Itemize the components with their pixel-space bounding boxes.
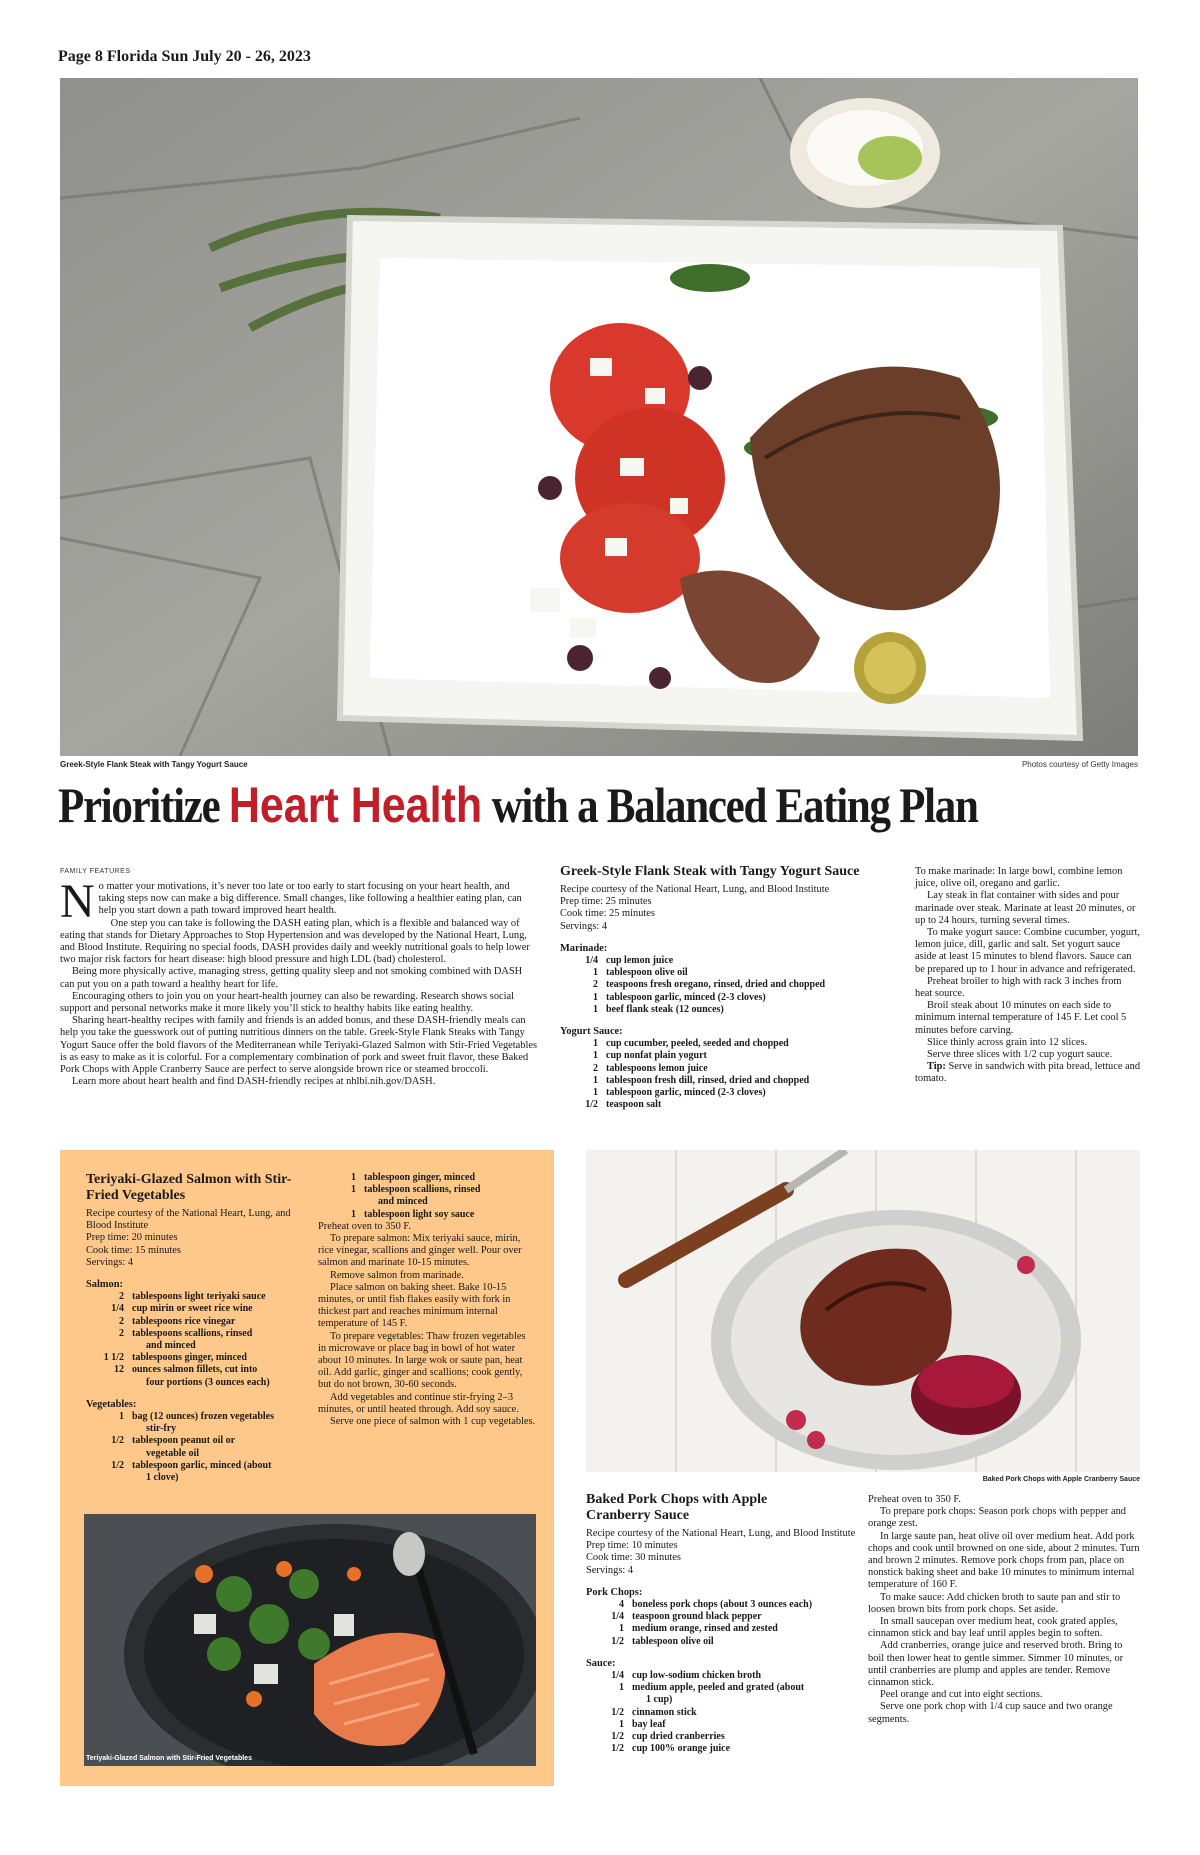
vegetable-ingredient-list <box>86 1411 301 1484</box>
vegetables-heading: Vegetables: <box>86 1398 137 1410</box>
ingredient: 1 tablespoon garlic, minced (2-3 cloves) <box>593 991 766 1003</box>
step: In large saute pan, heat olive oil over medium heat. Add pork chops and cook until browned on one side, about 2 minutes. Turn and brown 2 minutes. Remove pork chops from pan, place on nonstick baking sheet and bake 10 minutes to minimum internal temperature of 160 F. <box>868 1530 1140 1591</box>
step: To prepare vegetables: Thaw frozen vegetables in microwave or place bag in bowl of hot water about 10 minutes. In large wok or saute pan, heat oil. Add garlic, ginger and scallions; cook gently, but do not brown, 30-60 seconds. <box>318 1330 526 1391</box>
steak-steps <box>915 866 1141 1086</box>
step: Serve three slices with 1/2 cup yogurt sauce. <box>927 1049 1113 1061</box>
salmon-ingredient-list <box>86 1291 301 1389</box>
recipe-credit: Recipe courtesy of the National Heart, Lung, and Blood Institute <box>586 1528 856 1539</box>
step: Peel orange and cut into eight sections. <box>880 1689 1043 1701</box>
servings: Servings: 4 <box>586 1564 634 1576</box>
page-header: Page 8 Florida Sun July 20 - 26, 2023 <box>58 48 311 65</box>
article-body <box>60 875 538 1088</box>
steak-photo <box>60 78 1138 756</box>
ingredient: 1/2 tablespoon peanut oil or vegetable oil <box>111 1435 236 1459</box>
recipe-meta <box>560 884 905 933</box>
pork-recipe-title: Baked Pork Chops with Apple Cranberry Sauce <box>586 1492 768 1523</box>
marinade-list <box>560 955 905 1016</box>
recipe-credit: Recipe courtesy of the National Heart, Lung, and Blood Institute <box>560 884 830 895</box>
ingredient: 1 1/2 tablespoons ginger, minced <box>103 1352 247 1364</box>
ingredient: 1 medium apple, peeled and grated (about 1 cup) <box>619 1682 805 1706</box>
steak-photo-illustration <box>60 78 1138 756</box>
cook-time: Cook time: 15 minutes <box>86 1244 181 1256</box>
salmon-photo-illustration <box>84 1514 536 1766</box>
salmon-heading: Salmon: <box>86 1279 123 1291</box>
step: To make yogurt sauce: Combine cucumber, yogurt, lemon juice, dill, garlic and salt. Set yogurt sauce aside at least 15 minutes to blend flavors. Sauce can be prepared up to 1 hour in advance and refrigerated. <box>915 927 1140 975</box>
ingredient: 1 tablespoon ginger, minced <box>351 1172 476 1183</box>
ingredient: 1 cup nonfat plain yogurt <box>593 1050 707 1062</box>
ingredient: 1 medium orange, rinsed and zested <box>619 1623 778 1635</box>
step: To make sauce: Add chicken broth to saute pan and stir to loosen brown bits from pork chops. Set aside. <box>868 1591 1121 1615</box>
pork-chops-heading: Pork Chops: <box>586 1586 643 1598</box>
ingredient: 2 tablespoons light teriyaki sauce <box>119 1291 266 1303</box>
step: Preheat broiler to high with rack 3 inches from heat source. <box>915 975 1122 1000</box>
ingredient: 1/2 tablespoon garlic, minced (about 1 clove) <box>111 1459 272 1484</box>
salmon-steps <box>318 1221 536 1428</box>
step: Place salmon on baking sheet. Bake 10-15 minutes, or until fish flakes easily with fork in thickest part and reaches minimum internal temperature of 145 F. <box>318 1281 511 1330</box>
ingredient: 1 bay leaf <box>619 1718 666 1730</box>
sauce-list <box>586 1670 856 1755</box>
step: Remove salmon from marinade. <box>330 1269 464 1281</box>
step: Serve one pork chop with 1/4 cup sauce and two orange segments. <box>868 1701 1113 1725</box>
ingredient: 1/2 teaspoon salt <box>585 1099 662 1111</box>
ingredient: 1 cup cucumber, peeled, seeded and chopped <box>593 1038 789 1050</box>
ingredient: 1 beef flank steak (12 ounces) <box>593 1003 724 1015</box>
pork-photo-caption: Baked Pork Chops with Apple Cranberry Sauce <box>982 1476 1140 1483</box>
ingredient: 2 tablespoons lemon juice <box>593 1062 708 1074</box>
ingredient: 1 tablespoon light soy sauce <box>351 1208 475 1220</box>
headline <box>58 776 990 834</box>
steak-recipe-title: Greek-Style Flank Steak with Tangy Yogurt Sauce <box>560 864 860 879</box>
tip <box>915 1061 1141 1085</box>
ingredient: 1 tablespoon fresh dill, rinsed, dried and chopped <box>593 1074 810 1086</box>
headline-part1: Prioritize <box>58 777 229 833</box>
salmon-recipe-title: Teriyaki-Glazed Salmon with Stir-Fried Vegetables <box>86 1172 292 1203</box>
pork-recipe <box>586 1492 856 1755</box>
article-paragraph: o matter your motivations, it’s never too late or too early to start focusing on your heart health, and taking steps now can make a big difference. Small changes, like following a healthier eating plan, can help you start down a path toward improved heart health. <box>98 881 522 917</box>
sauce-heading: Sauce: <box>586 1657 616 1669</box>
step: Lay steak in flat container with sides and pour marinade over steak. Marinate at least 20 minutes, or up to 24 hours, turning several times. <box>915 890 1136 926</box>
salmon-photo <box>84 1514 536 1766</box>
step: Preheat oven to 350 F. <box>318 1220 411 1232</box>
ingredient: 1/4 teaspoon ground black pepper <box>611 1611 762 1623</box>
servings: Servings: 4 <box>86 1256 134 1268</box>
ingredient: 1/4 cup mirin or sweet rice wine <box>111 1303 253 1315</box>
cook-time: Cook time: 30 minutes <box>586 1552 681 1564</box>
step: Add cranberries, orange juice and reserved broth. Bring to boil then lower heat to gentle simmer. Simmer 10 minutes, or until cranberries are plump and apples are tender. Remove cinnamon stick. <box>868 1640 1124 1689</box>
step: To prepare salmon: Mix teriyaki sauce, mirin, rice vinegar, scallions and ginger well. Pour over salmon and marinate 10-15 minutes. <box>318 1233 522 1269</box>
ingredient: 1/4 cup low-sodium chicken broth <box>611 1670 762 1682</box>
headline-part2: with a Balanced Eating Plan <box>482 777 978 833</box>
steak-recipe <box>560 864 905 1111</box>
article-kicker: FAMILY FEATURES <box>60 868 131 875</box>
steak-photo-caption: Greek-Style Flank Steak with Tangy Yogurt Sauce <box>60 760 248 769</box>
ingredient: 12 ounces salmon fillets, cut into four portions (3 ounces each) <box>114 1364 270 1388</box>
recipe-meta <box>86 1208 301 1269</box>
tip-label: Tip: <box>927 1061 946 1073</box>
salmon-photo-caption: Teriyaki-Glazed Salmon with Stir-Fried Vegetables <box>86 1755 252 1762</box>
ingredient: 1/4 cup lemon juice <box>585 955 674 967</box>
yogurt-sauce-heading: Yogurt Sauce: <box>560 1026 623 1038</box>
more-ingredients <box>318 1172 536 1221</box>
step: Broil steak about 10 minutes on each side to minimum internal temperature of 145 F. Let cool 5 minutes before carving. <box>915 1000 1127 1036</box>
photo-credit: Photos courtesy of Getty Images <box>1021 760 1138 769</box>
salmon-steps-column <box>318 1172 536 1428</box>
drop-cap: N <box>60 875 95 928</box>
ingredient: 1 tablespoon scallions, rinsed and minced <box>351 1184 481 1208</box>
ingredient: 1 tablespoon olive oil <box>593 967 688 979</box>
headline-highlight: Heart Health <box>228 777 483 833</box>
ingredient: 1 tablespoon garlic, minced (2-3 cloves) <box>593 1087 766 1099</box>
step: Serve one piece of salmon with 1 cup vegetables. <box>330 1416 536 1428</box>
prep-time: Prep time: 20 minutes <box>86 1232 178 1244</box>
ingredient: 1/2 cup dried cranberries <box>611 1731 725 1743</box>
step: Preheat oven to 350 F. <box>868 1494 961 1505</box>
pork-chops-list <box>586 1599 856 1648</box>
recipe-meta <box>586 1528 856 1577</box>
ingredient: 2 tablespoons rice vinegar <box>119 1315 236 1327</box>
tip-text: Serve in sandwich with pita bread, lettuce and tomato. <box>915 1061 1141 1085</box>
ingredient: 1/2 cinnamon stick <box>611 1706 697 1718</box>
step: To prepare pork chops: Season pork chops with pepper and orange zest. <box>868 1506 1126 1530</box>
ingredient: 1 bag (12 ounces) frozen vegetables stir-fry <box>119 1411 275 1435</box>
ingredient: 4 boneless pork chops (about 3 ounces each) <box>619 1599 813 1611</box>
article-paragraph: Being more physically active, managing stress, getting quality sleep and not smoking combined with DASH can put you on a path toward a healthy heart for life. <box>60 966 523 990</box>
article-paragraph: One step you can take is following the DASH eating plan, which is a flexible and balanced way of eating that stands for Dietary Approaches to Stop Hypertension and was developed by the National Heart, Lung, and Blood Institute. Requiring no special foods, DASH provides daily and weekly nutritional goals to help lower two major risk factors for heart disease: high blood pressure and high LDL (bad) cholesterol. <box>60 917 530 966</box>
marinade-heading: Marinade: <box>560 942 608 954</box>
pork-photo <box>586 1150 1140 1472</box>
recipe-credit: Recipe courtesy of the National Heart, Lung, and Blood Institute <box>86 1208 291 1232</box>
article-paragraph: Learn more about heart health and find DASH-friendly recipes at nhlbi.nih.gov/DASH. <box>72 1076 436 1088</box>
prep-time: Prep time: 25 minutes <box>560 896 652 908</box>
yogurt-list <box>560 1038 905 1111</box>
ingredient: 1/2 tablespoon olive oil <box>611 1635 714 1647</box>
ingredient: 2 tablespoons scallions, rinsed and minced <box>119 1327 253 1352</box>
salmon-recipe <box>86 1172 301 1484</box>
step: Add vegetables and continue stir-frying 2–3 minutes, or until heated through. Add soy sauce. <box>318 1391 519 1415</box>
cook-time: Cook time: 25 minutes <box>560 908 655 920</box>
article-paragraph: Sharing heart-healthy recipes with family and friends is an added bonus, and these DASH-friendly meals can help you take the guesswork out of putting nutritious dinners on the table. Greek-Style Flank Steaks with Tangy Yogurt Sauce offer the bold flavors of the Mediterranean while Teriyaki-Glazed Salmon with Stir-Fried Vegetables is as easy to make as it is colorful. For a complementary combination of pork and sweet fruit flavor, these Baked Pork Chops with Apple Cranberry Sauce are perfect to serve alongside brown rice or steamed broccoli. <box>60 1015 538 1076</box>
article-paragraph: Encouraging others to join you on your heart-health journey can also be rewarding. Research shows social support and personal networks make it more likely you’ll stick to healthy habits like eating healthy. <box>60 990 515 1015</box>
ingredient: 1/2 cup 100% orange juice <box>611 1743 731 1755</box>
step: Slice thinly across grain into 12 slices. <box>927 1036 1088 1048</box>
ingredient: 2 teaspoons fresh oregano, rinsed, dried and chopped <box>593 979 826 991</box>
servings: Servings: 4 <box>560 920 608 932</box>
prep-time: Prep time: 10 minutes <box>586 1540 678 1552</box>
step: In small saucepan over medium heat, cook grated apples, cinnamon stick and bay leaf until apples begin to soften. <box>868 1616 1118 1640</box>
pork-photo-illustration <box>586 1150 1140 1472</box>
pork-steps <box>868 1494 1140 1726</box>
step: To make marinade: In large bowl, combine lemon juice, olive oil, oregano and garlic. <box>915 866 1123 890</box>
intro-article <box>60 868 538 1088</box>
